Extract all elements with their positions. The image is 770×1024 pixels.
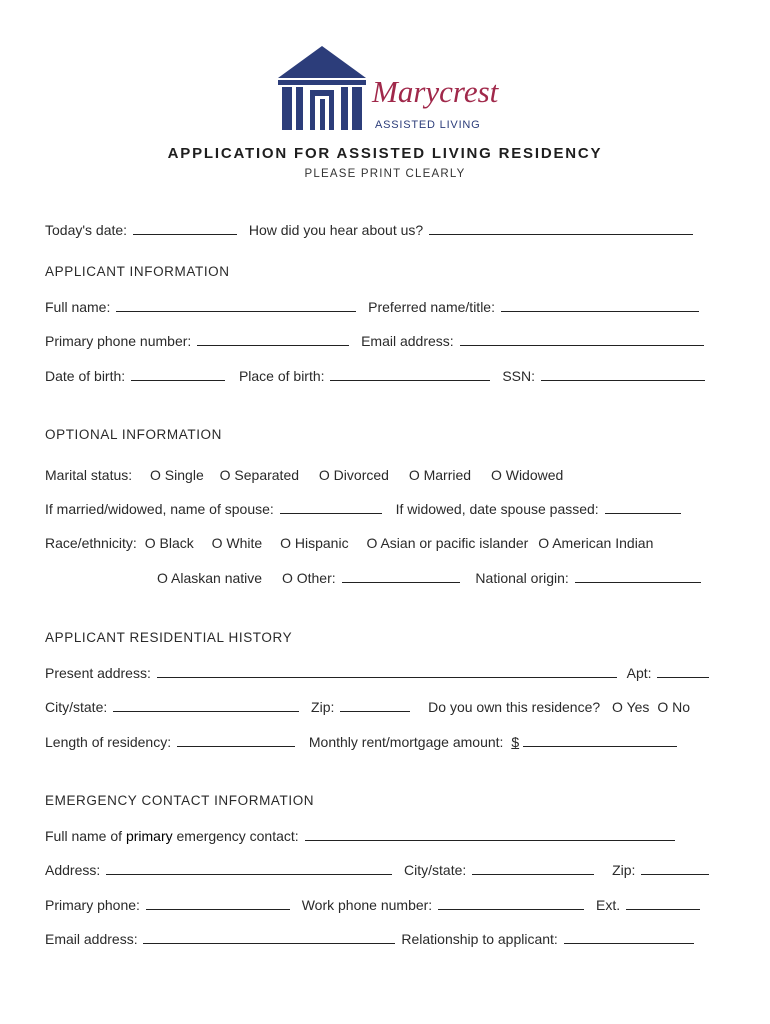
- rent-label: Monthly rent/mortgage amount:: [308, 734, 504, 750]
- rent-dollar: $: [511, 734, 520, 750]
- spouse-name-field[interactable]: [280, 500, 382, 514]
- own-residence-label: Do you own this residence?: [428, 699, 601, 715]
- emergency-name-label-em: primary: [125, 828, 173, 844]
- emergency-name-field[interactable]: [305, 827, 675, 841]
- full-name-label: Full name:: [45, 299, 111, 315]
- page-title: APPLICATION FOR ASSISTED LIVING RESIDENCY: [167, 145, 603, 162]
- city-state-label: City/state:: [45, 699, 108, 715]
- emergency-phone-label: Primary phone:: [45, 897, 140, 913]
- brand-tagline: ASSISTED LIVING: [375, 119, 481, 131]
- optional-heading: OPTIONAL INFORMATION: [45, 427, 223, 442]
- spouse-row: [45, 500, 683, 518]
- spouse-name-label: If married/widowed, name of spouse:: [45, 501, 274, 517]
- pob-label: Place of birth:: [238, 368, 325, 384]
- race-option-black[interactable]: O Black: [144, 535, 194, 551]
- marital-option-married[interactable]: O Married: [408, 467, 472, 483]
- spouse-passed-label: If widowed, date spouse passed:: [395, 501, 599, 517]
- emergency-address-label: Address:: [45, 862, 101, 878]
- race-row-2: [157, 569, 703, 587]
- city-state-field[interactable]: [113, 698, 299, 712]
- ssn-label: SSN:: [502, 368, 536, 384]
- building-icon: [276, 44, 368, 132]
- marital-option-separated[interactable]: O Separated: [219, 467, 300, 483]
- emergency-address-row: [45, 861, 711, 879]
- birth-row: [45, 367, 707, 385]
- national-origin-field[interactable]: [575, 569, 701, 583]
- length-label: Length of residency:: [45, 734, 172, 750]
- dob-label: Date of birth:: [45, 368, 126, 384]
- race-option-alaskan[interactable]: O Alaskan native: [157, 570, 263, 586]
- emergency-email-field[interactable]: [143, 930, 395, 944]
- emergency-city-label: City/state:: [404, 862, 467, 878]
- emergency-name-label-post: emergency contact:: [172, 828, 299, 844]
- emergency-work-label: Work phone number:: [301, 897, 433, 913]
- email-label: Email address:: [361, 333, 454, 349]
- relationship-field[interactable]: [564, 930, 694, 944]
- emergency-email-label: Email address:: [45, 931, 138, 947]
- present-address-label: Present address:: [45, 665, 151, 681]
- hear-about-field[interactable]: [429, 221, 693, 235]
- hear-about-label: How did you hear about us?: [248, 222, 424, 238]
- emergency-ext-label: Ext.: [595, 897, 621, 913]
- emergency-zip-label: Zip:: [612, 862, 636, 878]
- emergency-name-label-pre: Full name of: [45, 828, 126, 844]
- brand-name: Marycrest: [372, 74, 499, 109]
- intro-row: [45, 221, 695, 239]
- apt-field[interactable]: [657, 664, 709, 678]
- race-option-hispanic[interactable]: O Hispanic: [280, 535, 349, 551]
- full-name-field[interactable]: [116, 298, 356, 312]
- applicant-heading: APPLICANT INFORMATION: [45, 264, 230, 279]
- marital-option-single[interactable]: O Single: [150, 467, 204, 483]
- ssn-field[interactable]: [541, 367, 705, 381]
- race-label: Race/ethnicity:: [45, 535, 137, 551]
- race-option-other[interactable]: O Other:: [281, 570, 336, 586]
- race-other-field[interactable]: [342, 569, 460, 583]
- zip-label: Zip:: [311, 699, 335, 715]
- present-address-field[interactable]: [157, 664, 617, 678]
- relationship-label: Relationship to applicant:: [401, 931, 558, 947]
- zip-field[interactable]: [340, 698, 410, 712]
- length-field[interactable]: [177, 733, 295, 747]
- preferred-name-field[interactable]: [501, 298, 699, 312]
- email-field[interactable]: [460, 332, 704, 346]
- emergency-ext-field[interactable]: [626, 896, 700, 910]
- own-yes-option[interactable]: O Yes: [612, 699, 650, 715]
- emergency-name-row: [45, 827, 677, 845]
- emergency-address-field[interactable]: [106, 861, 392, 875]
- todays-date-field[interactable]: [133, 221, 237, 235]
- present-address-row: [45, 664, 711, 682]
- length-row: [45, 733, 679, 751]
- own-no-option[interactable]: O No: [657, 699, 690, 715]
- emergency-city-field[interactable]: [472, 861, 594, 875]
- apt-label: Apt:: [626, 665, 652, 681]
- phone-row: [45, 332, 706, 350]
- pob-field[interactable]: [330, 367, 490, 381]
- marital-option-divorced[interactable]: O Divorced: [318, 467, 389, 483]
- preferred-name-label: Preferred name/title:: [368, 299, 495, 315]
- history-heading: APPLICANT RESIDENTIAL HISTORY: [45, 630, 293, 645]
- marital-option-widowed[interactable]: O Widowed: [490, 467, 564, 483]
- emergency-heading: EMERGENCY CONTACT INFORMATION: [45, 793, 315, 808]
- emergency-phone-field[interactable]: [146, 896, 290, 910]
- phone-field[interactable]: [197, 332, 349, 346]
- emergency-email-row: [45, 930, 696, 948]
- emergency-zip-field[interactable]: [641, 861, 709, 875]
- spouse-passed-field[interactable]: [605, 500, 681, 514]
- page-subtitle: PLEASE PRINT CLEARLY: [304, 168, 466, 180]
- national-origin-label: National origin:: [475, 570, 569, 586]
- marital-label: Marital status:: [45, 467, 133, 483]
- phone-label: Primary phone number:: [45, 333, 192, 349]
- dob-field[interactable]: [131, 367, 225, 381]
- race-option-asian[interactable]: O Asian or pacific islander: [366, 535, 529, 551]
- race-option-white[interactable]: O White: [211, 535, 263, 551]
- full-name-row: [45, 298, 701, 316]
- emergency-phone-row: [45, 896, 702, 914]
- todays-date-label: Today's date:: [45, 222, 128, 238]
- race-row: [45, 534, 665, 552]
- race-option-american-indian[interactable]: O American Indian: [538, 535, 654, 551]
- city-row: [45, 698, 690, 716]
- marital-row: [45, 466, 575, 484]
- rent-field[interactable]: [523, 733, 677, 747]
- emergency-work-field[interactable]: [438, 896, 584, 910]
- logo: [276, 44, 506, 136]
